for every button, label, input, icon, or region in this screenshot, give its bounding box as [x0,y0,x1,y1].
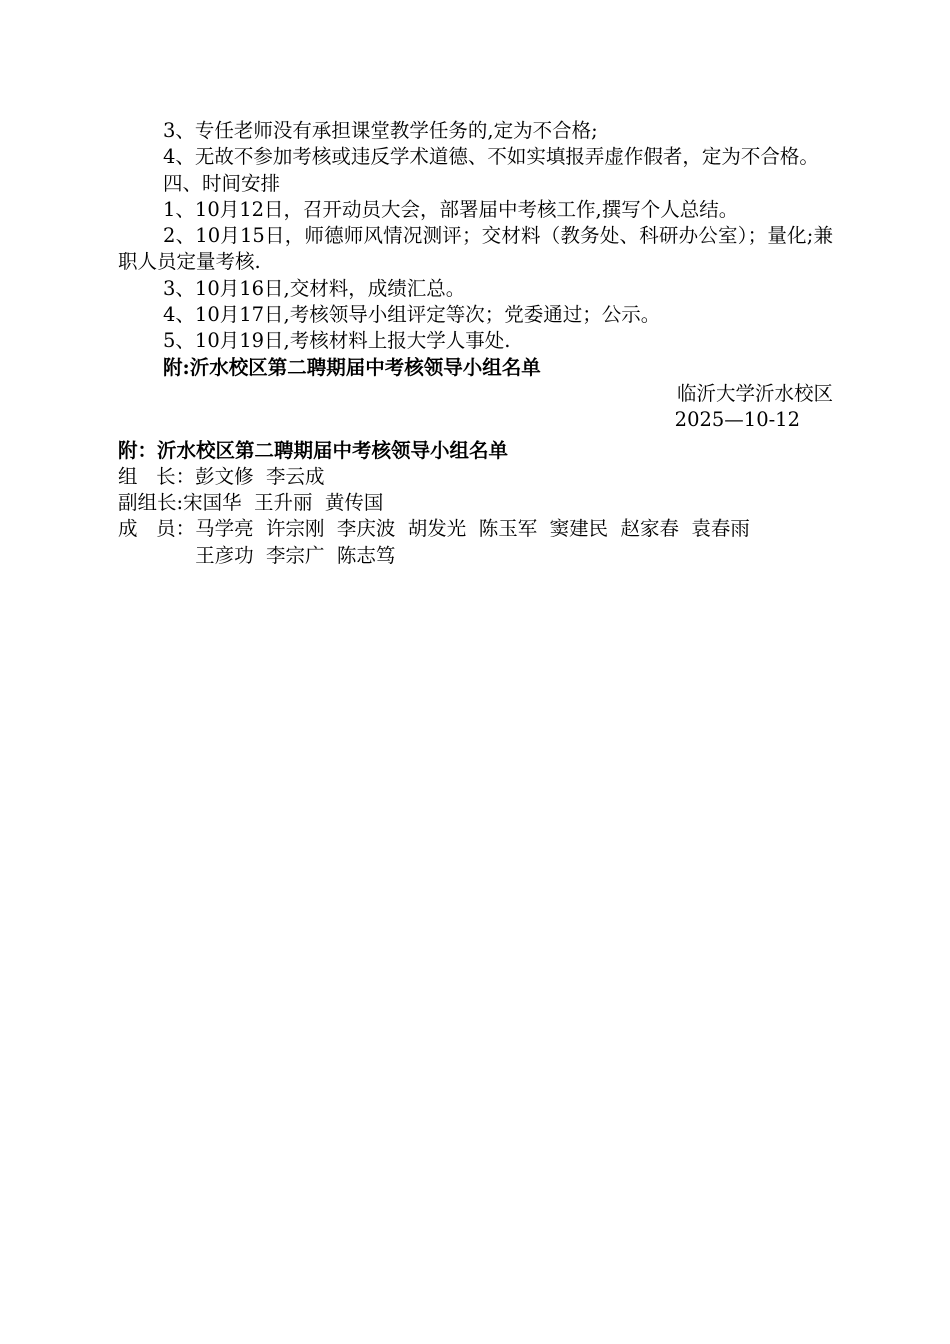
deputy-names: 宋国华 王升丽 黄传国 [183,491,384,515]
deputy-label: 副组长: [118,491,184,515]
paragraph-rule-3: 3、专任老师没有承担课堂教学任务的,定为不合格; [163,119,598,142]
schedule-item-3: 3、10月16日,交材料，成绩汇总。 [163,276,466,300]
deputy-row [118,490,833,516]
member-row [118,516,833,569]
member-names [195,516,833,569]
schedule-item-1: 1、10月12日，召开动员大会，部署届中考核工作,撰写个人总结。 [163,197,739,221]
leader-names: 彭文修 李云成 [195,464,325,488]
member-names-line-2: 王彦功 李宗广 陈志笃 [195,543,396,567]
signature-org: 临沂大学沂水校区 [676,381,833,405]
leader-label: 组 长： [118,464,196,488]
appendix-title: 附：沂水校区第二聘期届中考核领导小组名单 [118,438,509,462]
document-page [118,118,833,569]
schedule-item-4: 4、10月17日,考核领导小组评定等次；党委通过；公示。 [163,303,661,327]
paragraph-rule-4: 4、无故不参加考核或违反学术道德、不如实填报弄虚作假者，定为不合格。 [163,145,819,169]
schedule-item-2: 2、10月15日，师德师风情况测评；交材料（教务处、科研办公室）；量化;兼职人员定量考核. [118,224,833,274]
attachment-note: 附:沂水校区第二聘期届中考核领导小组名单 [163,355,541,379]
schedule-item-5: 5、10月19日,考核材料上报大学人事处. [163,329,511,353]
signature-date: 2025—10-12 [674,408,800,432]
member-label: 成 员： [118,517,196,541]
section-heading-schedule: 四、时间安排 [163,171,281,195]
leader-row [118,464,833,490]
member-names-line-1: 马学亮 许宗刚 李庆波 胡发光 陈玉军 窦建民 赵家春 袁春雨 [195,517,750,541]
